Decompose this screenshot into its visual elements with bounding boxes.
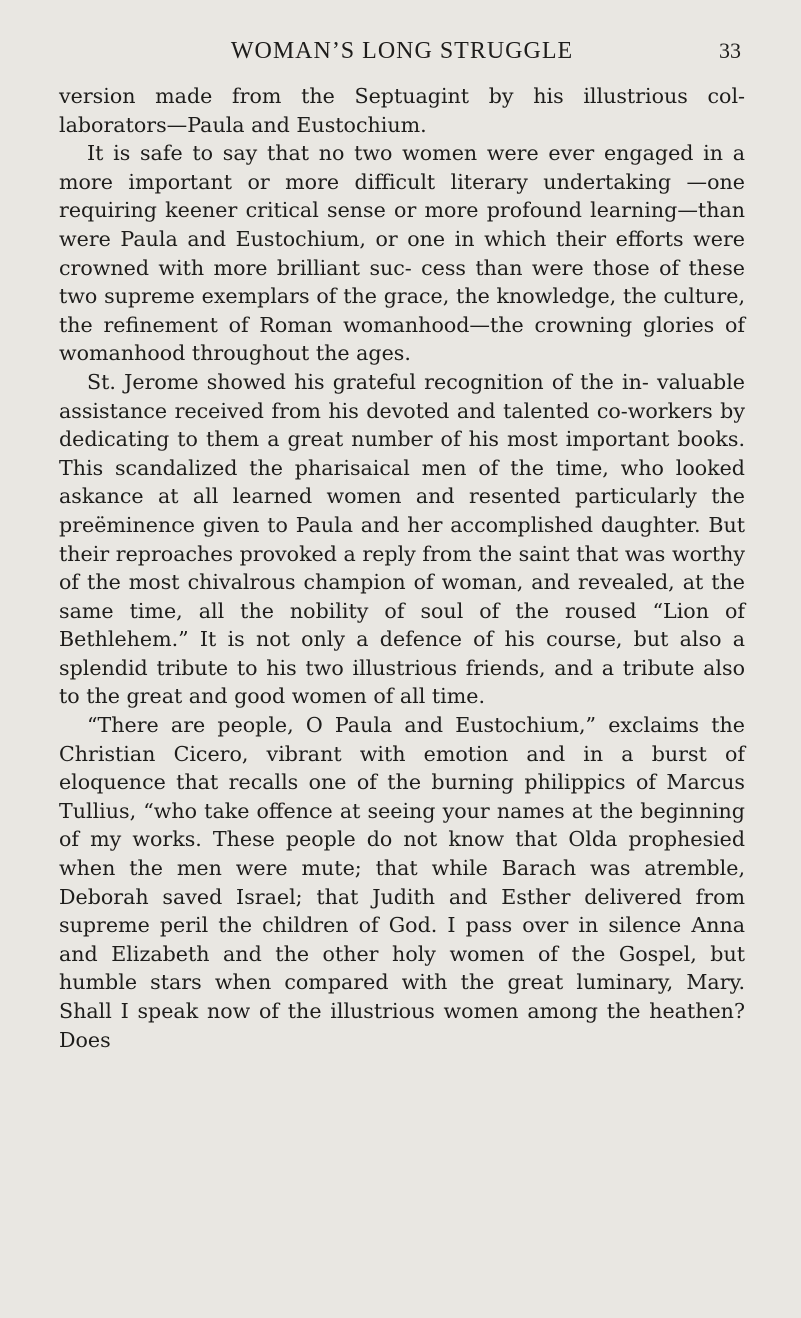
paragraph-quotation: “There are people, O Paula and Eustochium,” exclaims the Christian Cicero, vibrant with emotion and in a burst of eloquence that recalls one of the burning philippics of Marcus Tullius, “who take offence at seeing your names at the beginning of my works. These people do not know that Olda prophesied when the men were mute; that while Barach was atremble, Deborah saved Israel; that Judith and Esther delivered from supreme peril the children of God. I pass over in silence Anna and Elizabeth and the other holy women of the Gospel, but humble stars when compared with the great luminary, Mary. Shall I speak now of the illustrious women among the heathen? Does (59, 713, 745, 1052)
running-title: WOMAN’S LONG STRUGGLE (230, 38, 574, 64)
page-number: 33 (719, 38, 741, 63)
paragraph-st-jerome: St. Jerome showed his grateful recognition of the in- valuable assistance received from his devoted and talented co-workers by dedicating to them a great number of his most important books. This scandalized the pharisaical men of the time, who looked askance at all learned women and resented particularly the preëminence given to Paula and her accomplished daughter. But their reproaches provoked a reply from the saint that was worthy of the most chivalrous champion of woman, and revealed, at the same time, all the nobility of soul of the roused “Lion of Bethlehem.” It is not only a defence of his course, but also a splendid tribute to his two illustrious friends, and a tribute also to the great and good women of all time. (59, 369, 745, 709)
paragraph-continuation: version made from the Septuagint by his illustrious col- laborators—Paula and Eustochium. (59, 84, 745, 137)
running-head (59, 34, 745, 74)
paragraph-literary-undertaking: It is safe to say that no two women were ever engaged in a more important or more difficult literary undertaking —one requiring keener critical sense or more profound learning—than were Paula and Eustochium, or one in which their efforts were crowned with more brilliant suc- cess than were those of these two supreme exemplars of the grace, the knowledge, the culture, the refinement of Roman womanhood—the crowning glories of womanhood throughout the ages. (59, 141, 745, 366)
body-text (59, 82, 745, 1054)
